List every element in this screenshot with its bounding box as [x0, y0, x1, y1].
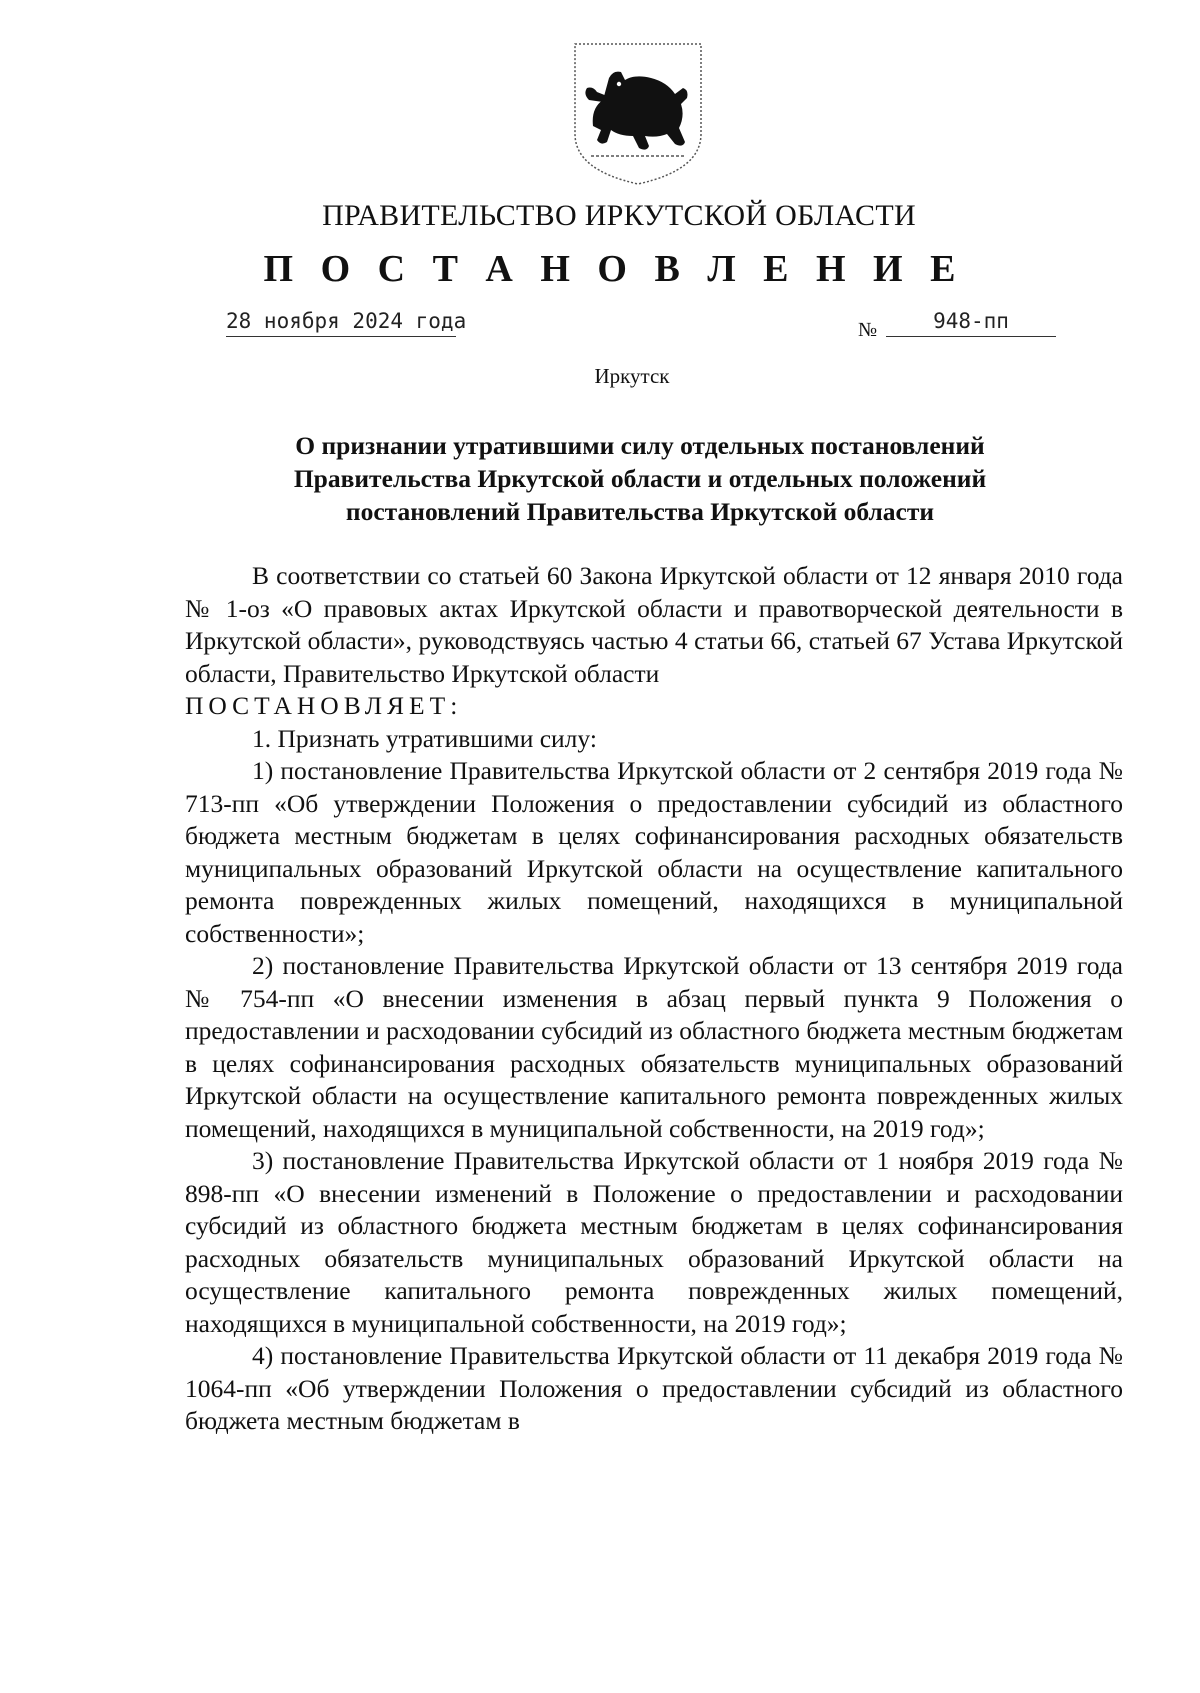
heading-line-3: постановлений Правительства Иркутской области: [345, 497, 935, 526]
irkutsk-coat-of-arms-icon: [563, 38, 713, 188]
city-name: Иркутск: [594, 364, 670, 388]
document-date: 28 ноября 2024 года: [226, 306, 456, 337]
document-heading: [200, 429, 1080, 528]
heading-line-1: О признании утратившими силу отдельных постановлений: [295, 431, 985, 460]
subitem-2: 2) постановление Правительства Иркутской области от 13 сентября 2019 года № 754-пп «О внесении изменения в абзац первый пункта 9 Положения о предоставлении и расходовании субсидий из областного бюджета местным бюджетам в целях софинансирования расходных обязательств муниципальных образований Иркутской области на осуществление капитального ремонта поврежденных жилых помещений, находящихся в муниципальной собственности, на 2019 год»;: [185, 951, 1123, 1143]
number-label: №: [858, 319, 878, 341]
government-name: ПРАВИТЕЛЬСТВО ИРКУТСКОЙ ОБЛАСТИ: [322, 199, 916, 232]
preamble-paragraph: В соответствии со статьей 60 Закона Иркутской области от 12 января 2010 года № 1-оз «О правовых актах Иркутской области и правотворческой деятельности в Иркутской области», руководствуясь частью 4 статьи 66, статьей 67 Устава Иркутской области, Правительство Иркутской области: [185, 561, 1123, 688]
document-body: [185, 560, 1123, 1438]
subitem-4: 4) постановление Правительства Иркутской области от 11 декабря 2019 года № 1064-пп «Об утверждении Положения о предоставлении субсидий из областного бюджета местным бюджетам в: [185, 1341, 1123, 1435]
coat-of-arms-emblem: [563, 38, 713, 188]
subitem-3: 3) постановление Правительства Иркутской области от 1 ноября 2019 года № 898-пп «О внесении изменений в Положение о предоставлении и расходовании субсидий из областного бюджета местным бюджетам в целях софинансирования расходных обязательств муниципальных образований Иркутской области на осуществление капитального ремонта поврежденных жилых помещений, находящихся в муниципальной собственности, на 2019 год»;: [185, 1146, 1123, 1338]
item-1-intro: 1. Признать утратившими силу:: [252, 723, 597, 753]
document-type-title: П О С Т А Н О В Л Е Н И Е: [263, 248, 965, 290]
document-number: 948-пп: [886, 306, 1056, 337]
subitem-1: 1) постановление Правительства Иркутской области от 2 сентября 2019 года № 713-пп «Об утверждении Положения о предоставлении субсидий из областного бюджета местным бюджетам в целях софинансирования расходных обязательств муниципальных образований Иркутской области на осуществление капитального ремонта поврежденных жилых помещений, находящихся в муниципальной собственности»;: [185, 756, 1123, 948]
heading-line-2: Правительства Иркутской области и отдельных положений: [293, 464, 987, 493]
resolves-keyword: ПОСТАНОВЛЯЕТ:: [185, 691, 463, 720]
